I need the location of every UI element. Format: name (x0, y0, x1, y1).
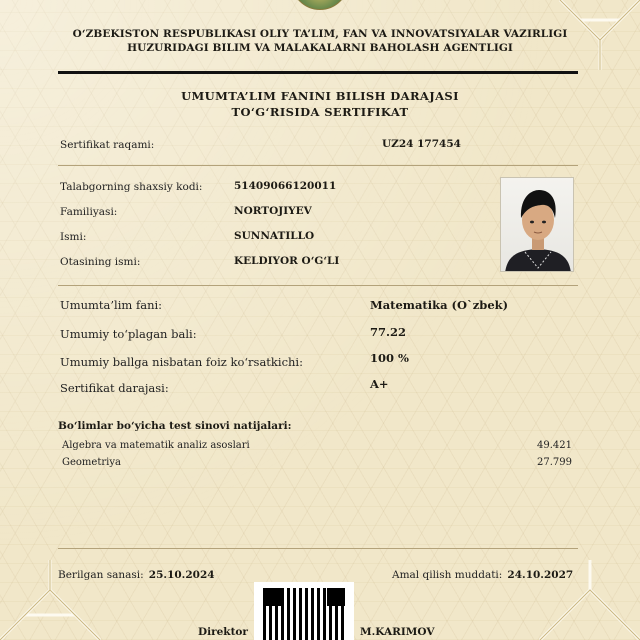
issue-date-label: Berilgan sanasi: (58, 569, 144, 581)
validity-date-value: 24.10.2027 (507, 569, 574, 581)
section-score: 27.799 (537, 457, 572, 468)
personal-code-value: 51409066120011 (234, 180, 337, 192)
agency-name-line2: HUZURIDAGI BILIM VA MALAKALARNI BAHOLASH AGENTLIGI (127, 42, 513, 54)
total-score-label: Umumiy to‘plagan bali: (60, 327, 197, 341)
director-name: M.KARIMOV (360, 626, 435, 638)
agency-name-line1: O‘ZBEKISTON RESPUBLIKASI OLIY TA’LIM, FAN VA INNOVATSIYALAR VAZIRLIGI (72, 28, 568, 40)
total-score-value: 77.22 (370, 325, 407, 339)
sections-title: Bo‘limlar bo‘yicha test sinovi natijalari: (58, 420, 292, 432)
certificate-level-label: Sertifikat darajasi: (60, 381, 169, 395)
director-label: Direktor (198, 626, 248, 638)
state-emblem-icon (291, 0, 349, 10)
validity-date (392, 563, 573, 582)
section-name: Geometriya (62, 457, 121, 468)
applicant-photo (500, 177, 574, 272)
issue-date (58, 563, 215, 582)
percent-label: Umumiy ballga nisbatan foiz ko‘rsatkichi: (60, 355, 303, 369)
issue-date-value: 25.10.2024 (148, 569, 215, 581)
divider (58, 285, 578, 286)
surname-label: Familiyasi: (60, 206, 118, 218)
certificate-number-value: UZ24 177454 (382, 138, 461, 150)
qr-pattern (263, 588, 345, 640)
section-score: 49.421 (537, 440, 572, 451)
divider (58, 548, 578, 549)
person-silhouette-icon (501, 178, 574, 272)
name-label: Ismi: (60, 231, 87, 243)
patronymic-label: Otasining ismi: (60, 256, 141, 268)
surname-value: NORTOJIYEV (234, 205, 312, 217)
certificate-number-label: Sertifikat raqami: (60, 139, 155, 151)
name-value: SUNNATILLO (234, 230, 315, 242)
qr-code-icon (254, 582, 354, 640)
certificate-level-value: A+ (370, 377, 389, 391)
section-name: Algebra va matematik analiz asoslari (62, 440, 250, 451)
personal-code-label: Talabgorning shaxsiy kodi: (60, 181, 203, 193)
subject-value: Matematika (O`zbek) (370, 298, 509, 312)
divider (58, 165, 578, 166)
certificate-title-line1: UMUMTA’LIM FANINI BILISH DARAJASI (181, 89, 459, 103)
patronymic-value: KELDIYOR O‘G‘LI (234, 255, 340, 267)
percent-value: 100 % (370, 351, 409, 365)
validity-date-label: Amal qilish muddati: (392, 569, 503, 581)
header-rule (58, 71, 578, 74)
certificate-title-line2: TO‘G‘RISIDA SERTIFIKAT (231, 105, 409, 119)
subject-label: Umumta’lim fani: (60, 298, 163, 312)
